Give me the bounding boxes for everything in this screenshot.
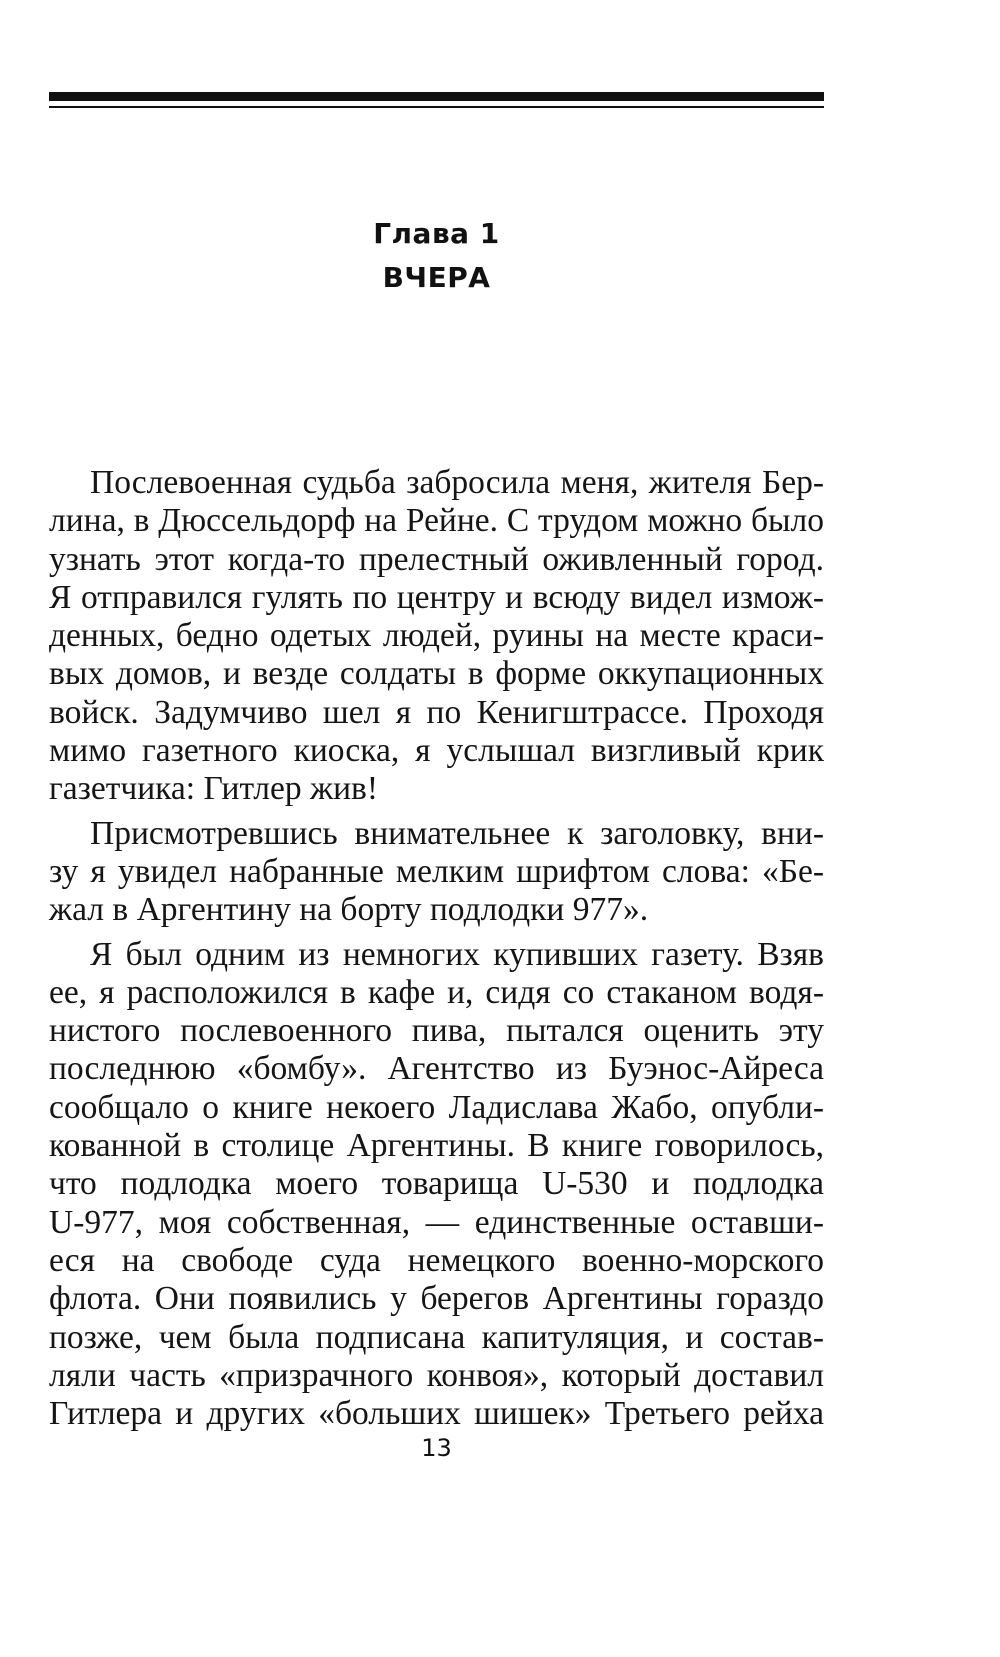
text-line: ее, я расположился в кафе и, сидя со стаканом водя- [49,973,824,1011]
header-rule-thin [49,106,824,108]
text-line: денных, бедно одетых людей, руины на месте краси- [49,617,824,655]
page-number: 13 [421,1434,452,1462]
text-line: газетчика: Гитлер жив! [49,770,379,808]
text-line: зу я увидел набранные мелким шрифтом слова: «Бе- [49,852,824,890]
paragraph [49,464,824,809]
chapter-title: ВЧЕРА [382,261,491,294]
text-line: кованной в столице Аргентины. В книге говорилось, [49,1127,824,1165]
text-line: вых домов, и везде солдаты в форме оккупационных [49,655,824,693]
text-line: что подлодка моего товарища U-530 и подлодка [49,1165,824,1203]
text-line: мимо газетного киоска, я услышал визгливый крик [49,732,824,770]
text-line: сообщало о книге некоего Ладислава Жабо, опубли- [49,1088,824,1126]
text-line: лина, в Дюссельдорф на Рейне. С трудом можно было [49,502,824,540]
text-line: Я был одним из немногих купивших газету. Взяв [90,935,824,973]
text-line: ляли часть «призрачного конвоя», который доставил [49,1356,824,1394]
paragraph [49,936,824,1434]
text-line: U-977, моя собственная, — единственные оставши- [49,1203,824,1241]
header-rule-thick [49,92,824,101]
text-line: Послевоенная судьба забросила меня, жителя Бер- [90,464,824,501]
text-line: последнюю «бомбу». Агентство из Буэнос-Айреса [49,1050,824,1088]
chapter-number: Глава 1 [373,217,500,250]
text-line: нистого послевоенного пива, пытался оценить эту [49,1012,824,1050]
text-line: флота. Они появились у берегов Аргентины гораздо [49,1280,824,1318]
text-line: узнать этот когда-то прелестный оживленный город. [49,540,824,578]
text-line: позже, чем была подписана капитуляция, и состав- [49,1318,824,1356]
paragraph [49,815,824,930]
text-line: жал в Аргентину на борту подлодки 977». [49,891,649,929]
text-line: еся на свободе суда немецкого военно-морского [49,1241,824,1279]
text-line: Присмотревшись внимательнее к заголовку, вни- [90,814,824,852]
text-line: Гитлера и других «больших шишек» Третьего рейха [49,1395,824,1433]
body-text [49,464,824,1433]
text-line: Я отправился гулять по центру и всюду видел измож- [49,578,824,616]
text-line: войск. Задумчиво шел я по Кенигштрассе. Проходя [49,693,824,731]
